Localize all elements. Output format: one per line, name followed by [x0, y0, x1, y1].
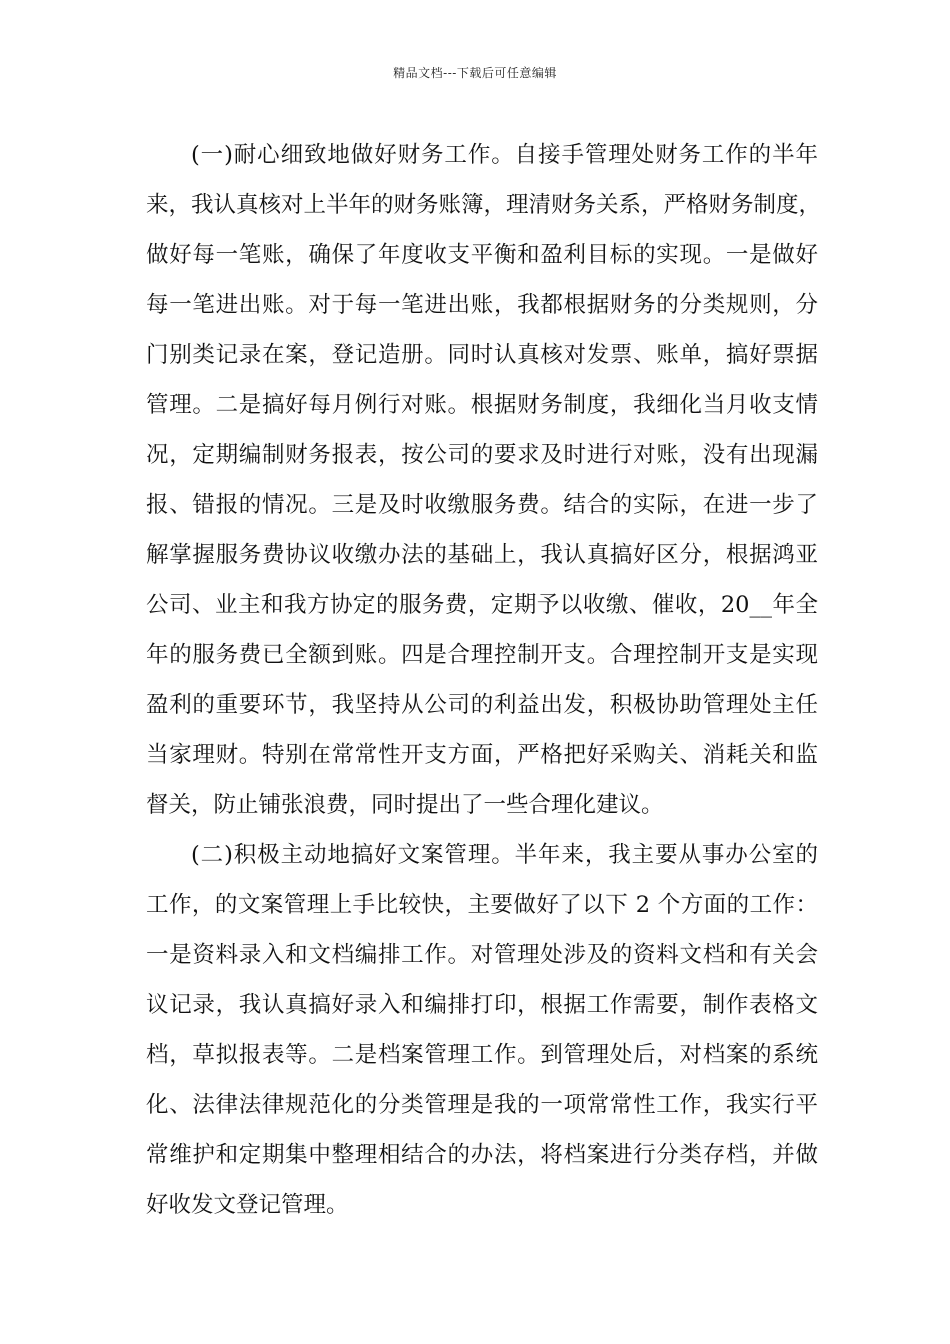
paragraph-line: (二)积极主动地搞好文案管理。半年来，我主要从事办公室的: [191, 842, 818, 868]
document-body: [146, 130, 822, 1230]
paragraph-line: 工作，的文案管理上手比较快，主要做好了以下 2 个方面的工作：: [146, 892, 818, 918]
paragraph-finance: [146, 130, 822, 830]
paragraph-line: 每一笔进出账。对于每一笔进出账，我都根据财务的分类规则，分: [146, 292, 818, 318]
paragraph-line: 档，草拟报表等。二是档案管理工作。到管理处后，对档案的系统: [146, 1042, 818, 1068]
paragraph-documents: [146, 830, 818, 1230]
paragraph-line: 公司、业主和我方协定的服务费，定期予以收缴、催收，20__年全: [146, 592, 818, 618]
paragraph-line: 来，我认真核对上半年的财务账簿，理清财务关系，严格财务制度，: [146, 192, 822, 218]
paragraph-line: 门别类记录在案，登记造册。同时认真核对发票、账单，搞好票据: [146, 342, 818, 368]
paragraph-line: 议记录，我认真搞好录入和编排打印，根据工作需要，制作表格文: [146, 992, 818, 1018]
paragraph-line: 一是资料录入和文档编排工作。对管理处涉及的资料文档和有关会: [146, 942, 818, 968]
paragraph-line: 况，定期编制财务报表，按公司的要求及时进行对账，没有出现漏: [146, 442, 818, 468]
paragraph-line: 做好每一笔账，确保了年度收支平衡和盈利目标的实现。一是做好: [146, 242, 818, 268]
page-header: 精品文档---下载后可任意编辑: [393, 66, 557, 80]
paragraph-line: 化、法律法律规范化的分类管理是我的一项常常性工作，我实行平: [146, 1092, 818, 1118]
paragraph-line: 常维护和定期集中整理相结合的办法，将档案进行分类存档，并做: [146, 1142, 818, 1168]
paragraph-line: 当家理财。特别在常常性开支方面，严格把好采购关、消耗关和监: [146, 742, 818, 768]
paragraph-line: 好收发文登记管理。: [146, 1192, 349, 1218]
paragraph-line: 盈利的重要环节，我坚持从公司的利益出发，积极协助管理处主任: [146, 692, 818, 718]
paragraph-line: 报、错报的情况。三是及时收缴服务费。结合的实际，在进一步了: [146, 492, 818, 518]
paragraph-line: 年的服务费已全额到账。四是合理控制开支。合理控制开支是实现: [146, 642, 818, 668]
paragraph-line: (一)耐心细致地做好财务工作。自接手管理处财务工作的半年: [191, 142, 818, 168]
paragraph-line: 管理。二是搞好每月例行对账。根据财务制度，我细化当月收支情: [146, 392, 818, 418]
paragraph-line: 督关，防止铺张浪费，同时提出了一些合理化建议。: [146, 792, 664, 818]
paragraph-line: 解掌握服务费协议收缴办法的基础上，我认真搞好区分，根据鸿亚: [146, 542, 818, 568]
